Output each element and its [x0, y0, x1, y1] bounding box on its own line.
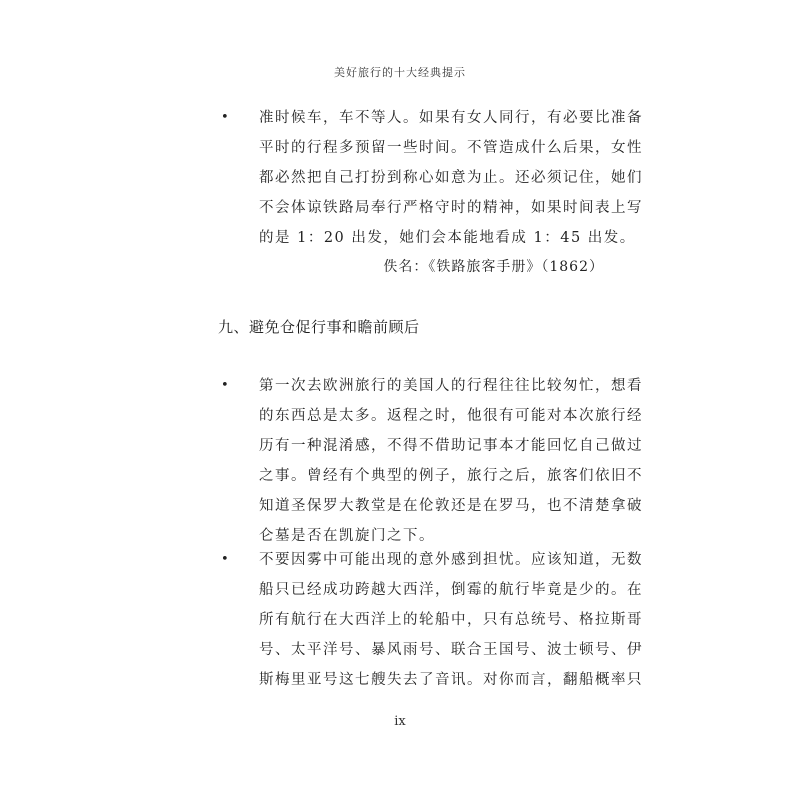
page-number: ix: [394, 714, 406, 729]
paragraph-line: 的东西总是太多。返程之时，他很有可能对本次旅行经: [259, 408, 643, 424]
paragraph-line: 的是 1：20 出发，她们会本能地看成 1：45 出发。: [259, 230, 636, 246]
bullet-icon: •: [221, 110, 231, 125]
paragraph-line: 第一次去欧洲旅行的美国人的行程往往比较匆忙，想看: [259, 378, 643, 394]
paragraph-line: 知道圣保罗大教堂是在伦敦还是在罗马，也不清楚拿破: [259, 498, 643, 514]
paragraph-line: 历有一种混淆感，不得不借助记事本才能回忆自己做过: [259, 438, 643, 454]
bullet-icon: •: [221, 378, 231, 393]
quote-attribution: 佚名：《铁路旅客手册》（1862）: [383, 259, 604, 275]
paragraph-line: 准时候车，车不等人。如果有女人同行，有必要比准备: [259, 110, 643, 126]
bullet-icon: •: [221, 552, 231, 567]
tip-paragraph-fog: [221, 545, 643, 695]
paragraph-line: 所有航行在大西洋上的轮船中，只有总统号、格拉斯哥: [259, 612, 643, 628]
paragraph-line: 不要因雾中可能出现的意外感到担忧。应该知道，无数: [259, 552, 643, 568]
paragraph-line: 船只已经成功跨越大西洋，倒霉的航行毕竟是少的。在: [259, 582, 643, 598]
paragraph-line: 之事。曾经有个典型的例子，旅行之后，旅客们依旧不: [259, 468, 643, 484]
tip-paragraph-rushing: [221, 371, 643, 551]
paragraph-line: 都必然把自己打扮到称心如意为止。还必须记住，她们: [259, 170, 643, 186]
section-heading: 九、避免仓促行事和瞻前顾后: [218, 318, 420, 336]
tip-paragraph-punctuality: [221, 103, 643, 253]
paragraph-line: 平时的行程多预留一些时间。不管造成什么后果，女性: [259, 140, 643, 156]
running-header: 美好旅行的十大经典提示: [334, 66, 466, 79]
paragraph-line: 号、太平洋号、暴风雨号、联合王国号、波士顿号、伊: [259, 642, 643, 658]
paragraph-line: 仑墓是否在凯旋门之下。: [259, 528, 435, 544]
paragraph-line: 斯梅里亚号这七艘失去了音讯。对你而言，翻船概率只: [259, 672, 643, 688]
paragraph-line: 不会体谅铁路局奉行严格守时的精神，如果时间表上写: [259, 200, 643, 216]
